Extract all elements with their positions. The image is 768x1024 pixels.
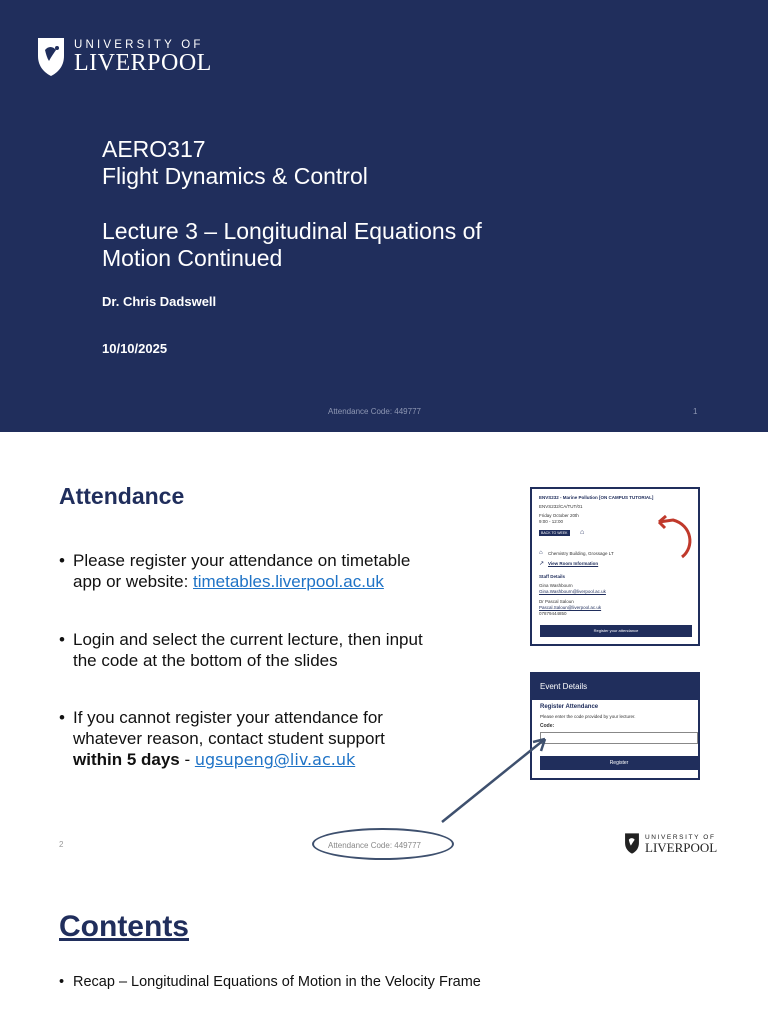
logo-line1: UNIVERSITY OF — [74, 39, 204, 51]
attendance-code-footer: Attendance Code: 449777 — [328, 841, 421, 850]
course-title: Flight Dynamics & Control — [102, 163, 368, 189]
support-email-link[interactable]: ugsupeng@liv.ac.uk — [194, 750, 356, 769]
contents-item: • Recap – Longitudinal Equations of Motion in the Velocity Frame — [59, 974, 481, 990]
external-link-icon: ↗ — [539, 561, 545, 567]
register-attendance-button: Register your attendance — [540, 625, 692, 637]
date: 10/10/2025 — [102, 341, 168, 356]
timetable-link[interactable]: timetables.liverpool.ac.uk — [193, 572, 384, 591]
code-input — [540, 732, 698, 744]
course-heading — [102, 136, 368, 190]
building-icon: ⌂ — [580, 529, 585, 536]
curved-arrow-icon — [647, 509, 697, 559]
lecture-title-line1: Lecture 3 – Longitudinal Equations of — [102, 218, 482, 244]
bullet-register: • Please register your attendance on timetable app or website: timetables.liverpool.ac.uk — [59, 550, 479, 592]
bullet-contact: • If you cannot register your attendance for whatever reason, contact student support within 5 days - ugsupeng@liv.ac.uk — [59, 707, 479, 770]
contents-slide — [0, 865, 768, 1024]
slide-number: 1 — [693, 407, 698, 416]
event-details-screenshot: Event Details Register Attendance Please enter the code provided by your lecturer. Code: Register — [530, 672, 700, 780]
logo-line2: LIVERPOOL — [645, 839, 718, 855]
shield-icon — [624, 832, 640, 855]
lecture-title — [102, 218, 482, 272]
register-button: Register — [540, 756, 698, 770]
author: Dr. Chris Dadswell — [102, 294, 217, 309]
logo-line1: UNIVERSITY OF — [645, 833, 716, 841]
attendance-code-footer: Attendance Code: 449777 — [328, 407, 421, 416]
university-logo-small — [624, 832, 717, 855]
timetable-screenshot: ENVS232 - Marine Pollution [ON CAMPUS TUTORIAL] ENVS232/CA/TUT/01 Friday October 20th 9:00 - 12:00 BACK TO WEEK ⌂ ⌂ Chemistry Building, Grossage LT ↗ View Room Information Staff Details Gina Washbourn Gina.Washbourn@liverpool.ac.uk Dr Pascal Saloun Pascal.Saloun@liverpool.ac.uk 07879444850 Register your attendance — [530, 487, 700, 646]
attendance-title: Attendance — [59, 483, 185, 509]
location-icon: ⌂ — [539, 550, 543, 556]
contents-title: Contents — [59, 910, 189, 943]
bullet-login: • Login and select the current lecture, then input the code at the bottom of the slides — [59, 629, 479, 671]
university-logo — [36, 36, 212, 78]
logo-line2: LIVERPOOL — [74, 50, 212, 76]
course-code: AERO317 — [102, 136, 206, 162]
event-details-header: Event Details — [532, 674, 698, 700]
back-to-week-button: BACK TO WEEK — [541, 531, 568, 535]
lecture-title-line2: Motion Continued — [102, 245, 283, 271]
shield-icon — [36, 36, 66, 78]
slide-number: 2 — [59, 840, 64, 849]
